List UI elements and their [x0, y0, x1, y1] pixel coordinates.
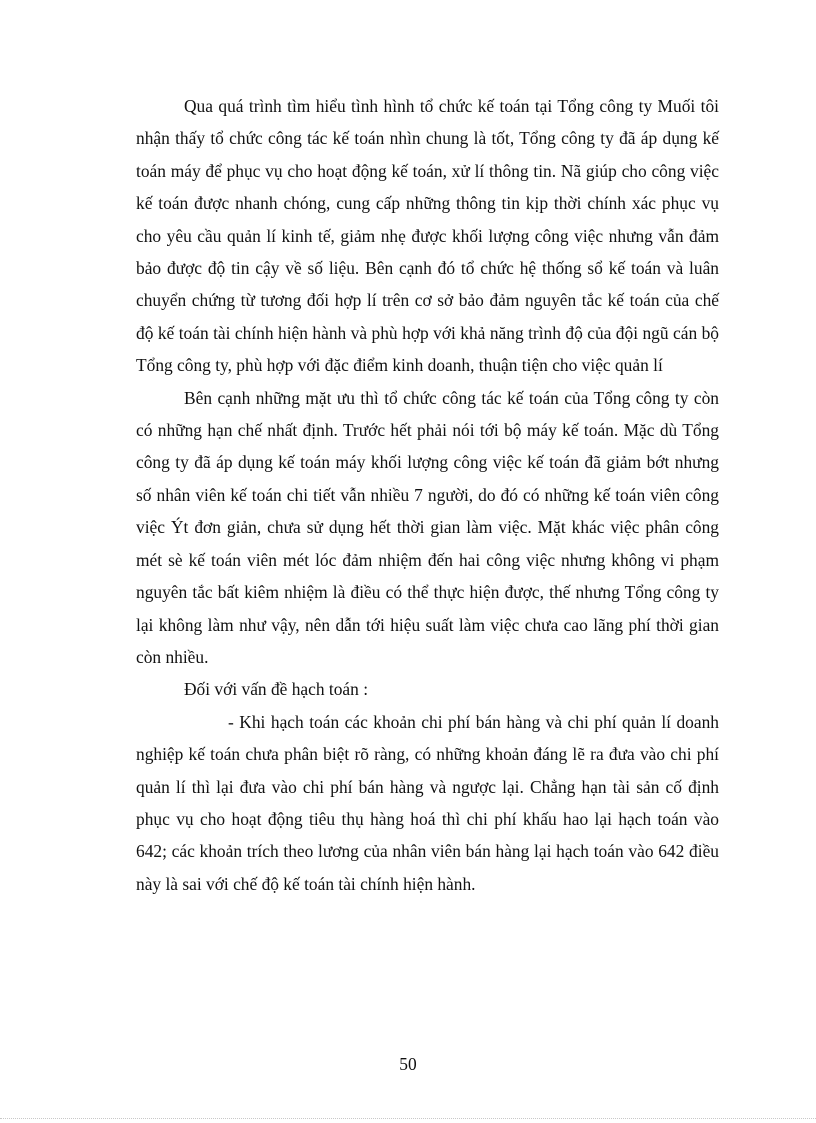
subheading-accounting-issues: Đối với vấn đề hạch toán :: [184, 679, 369, 700]
page-number: 50: [399, 1054, 417, 1074]
paragraph-advantages: Qua quá trình tìm hiểu tình hình tổ chức kế toán tại Tổng công ty Muối tôi nhận thấy tổ chức công tác kế toán nhìn chung là tốt, Tổng công ty đã áp dụng kế toán máy để phục vụ cho hoạt động kế toán, xử lí thông tin. Nã giúp cho công việc kế toán được nhanh chóng, cung cấp những thông tin kịp thời chính xác phục vụ cho yêu cầu quản lí kinh tế, giảm nhẹ được khối lượng công việc nhưng vẫn đảm bảo được độ tin cậy về số liệu. Bên cạnh đó tổ chức hệ thống sổ kế toán và luân chuyển chứng từ tương đối hợp lí trên cơ sở bảo đảm nguyên tắc kế toán của chế độ kế toán tài chính hiện hành và phù hợp với khả năng trình độ của đội ngũ cán bộ Tổng công ty, phù hợp với đặc điểm kinh doanh, thuận tiện cho việc quản lí: [136, 96, 719, 376]
page-bottom-divider: [0, 1118, 816, 1119]
body-text: [136, 90, 719, 900]
paragraph-limitations: Bên cạnh những mặt ưu thì tổ chức công tác kế toán của Tổng công ty còn có những hạn chế nhất định. Trước hết phải nói tới bộ máy kế toán. Mặc dù Tổng công ty đã áp dụng kế toán máy khối lượng công việc kế toán đã giảm bớt nhưng số nhân viên kế toán chi tiết vẫn nhiều 7 người, do đó có những kế toán viên công việc Ýt đơn giản, chưa sử dụng hết thời gian làm việc. Mặt khác việc phân công mét sè kế toán viên mét lóc đảm nhiệm đến hai công việc nhưng không vi phạm nguyên tắc bất kiêm nhiệm là điều có thể thực hiện được, thế nhưng Tổng công ty lại không làm như vậy, nên dẫn tới hiệu suất làm việc chưa cao lãng phí thời gian còn nhiều.: [136, 387, 719, 667]
bullet-paragraph-expenses: - Khi hạch toán các khoản chi phí bán hàng và chi phí quản lí doanh nghiệp kế toán chưa phân biệt rõ ràng, có những khoản đáng lẽ ra đưa vào chi phí quản lí thì lại đưa vào chi phí bán hàng và ngược lại. Chẳng hạn tài sản cố định phục vụ cho hoạt động tiêu thụ hàng hoá thì chi phí khấu hao lại hạch toán vào 642; các khoản trích theo lương của nhân viên bán hàng lại hạch toán vào 642 điều này là sai với chế độ kế toán tài chính hiện hành.: [136, 711, 719, 894]
